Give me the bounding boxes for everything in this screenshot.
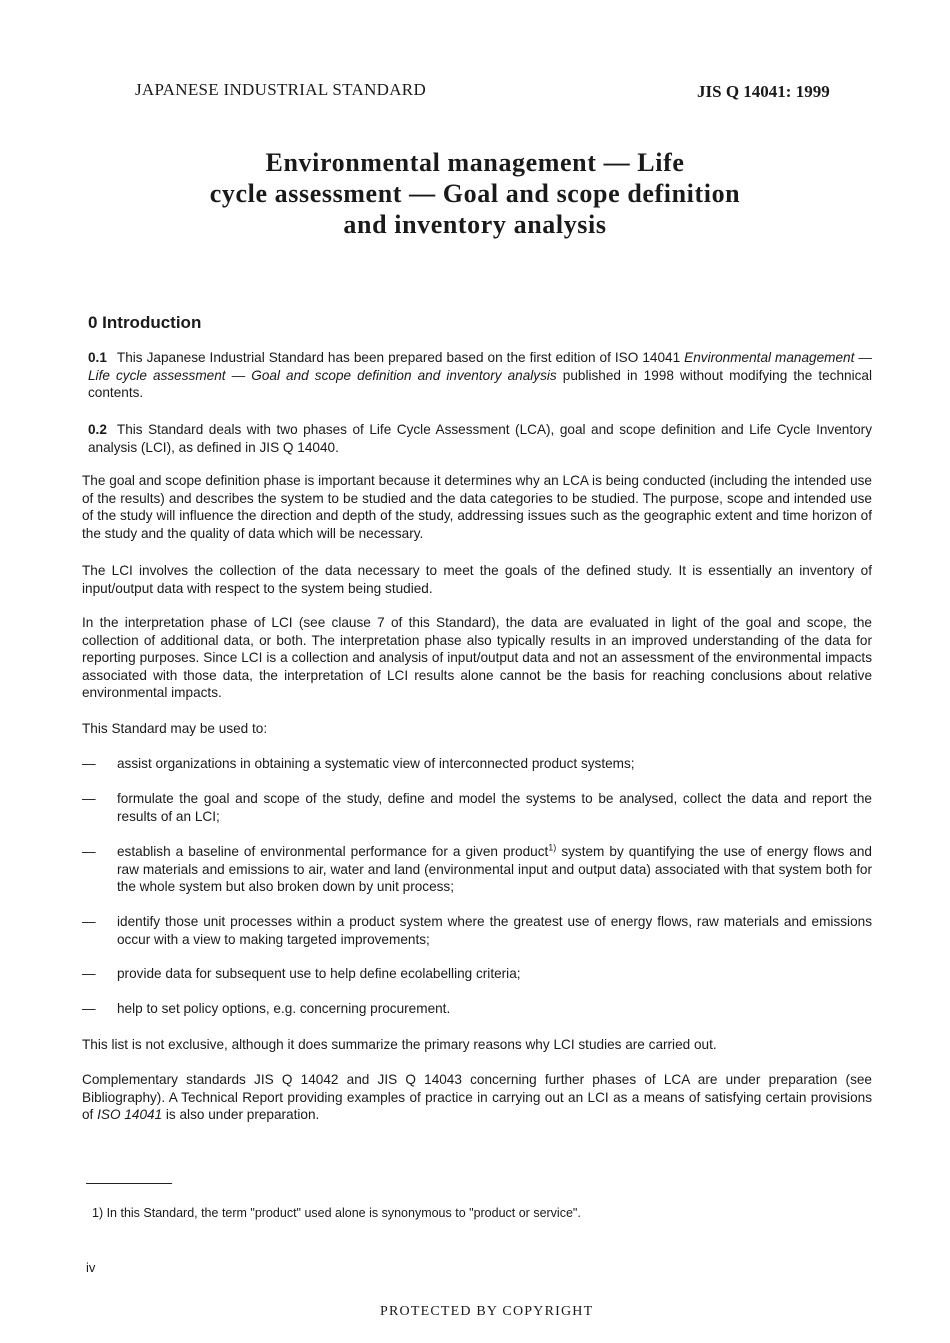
paragraph-list-note: This list is not exclusive, although it does summarize the primary reasons why LCI studies are carried out. xyxy=(82,1037,717,1052)
list-item: — formulate the goal and scope of the study, define and model the systems to be analysed, collect the data and report the results of an LCI; xyxy=(82,791,872,824)
paragraph-0-2: 0.2 This Standard deals with two phases of Life Cycle Assessment (LCA), goal and scope definition and Life Cycle Inventory analysis (LCI), as defined in JIS Q 14040. xyxy=(88,422,872,455)
dash-marker: — xyxy=(82,791,96,806)
paragraph-lci: The LCI involves the collection of the data necessary to meet the goals of the defined study. It is essentially an inventory of input/output data with respect to the system being studied. xyxy=(82,563,872,596)
paragraph-interpretation: In the interpretation phase of LCI (see clause 7 of this Standard), the data are evaluated in light of the goal and scope, the collection of additional data, or both. The interpretation phase also typically results in an improved understanding of the data for reporting purposes. Since LCI is a collection and analysis of input/output data and not an assessment of the environmental impacts associated with those data, the interpretation of LCI results alone cannot be the basis for reaching conclusions about relative environmental impacts. xyxy=(82,615,872,701)
paragraph-usage-intro: This Standard may be used to: xyxy=(82,721,268,736)
page-number: iv xyxy=(86,1260,96,1275)
list-item: — help to set policy options, e.g. concerning procurement. xyxy=(82,1001,451,1016)
header-standard-type: JAPANESE INDUSTRIAL STANDARD xyxy=(135,80,427,99)
dash-marker: — xyxy=(82,966,96,981)
list-item: — establish a baseline of environmental performance for a given product$^{1)}$ system by quantifying the use of energy flows and raw materials and emissions to air, water and land (environmental input and output data) associated with that system both for the whole system but also broken down by unit process; xyxy=(82,842,872,895)
list-item: — provide data for subsequent use to help define ecolabelling criteria; xyxy=(82,966,521,981)
document-title xyxy=(95,147,855,240)
copyright-notice: PROTECTED BY COPYRIGHT xyxy=(380,1304,594,1319)
paragraph-number: 0.1 xyxy=(88,350,107,365)
dash-marker: — xyxy=(82,1001,96,1016)
title-line-2: cycle assessment — Goal and scope definition xyxy=(209,179,741,208)
list-item: — identify those unit processes within a product system where the greatest use of energy flows, raw materials and emissions occur with a view to making targeted improvements; xyxy=(82,914,872,947)
title-line-1: Environmental management — Life xyxy=(265,148,685,177)
header-standard-number: JIS Q 14041: 1999 xyxy=(697,82,830,101)
paragraph-0-1: 0.1 This Japanese Industrial Standard has been prepared based on the first edition of ISO 14041 Environmental management — Life cycle assessment — Goal and scope definition and inventory analysis published in 1998 without modifying the technical contents. xyxy=(88,350,872,401)
dash-marker: — xyxy=(82,914,96,929)
footnote: 1) In this Standard, the term "product" used alone is synonymous to "product or service". xyxy=(92,1206,581,1220)
dash-marker: — xyxy=(82,844,96,859)
list-item: — assist organizations in obtaining a systematic view of interconnected product systems; xyxy=(82,756,635,771)
paragraph-complementary-standards: Complementary standards JIS Q 14042 and JIS Q 14043 concerning further phases of LCA are under preparation (see Bibliography). A Technical Report providing examples of practice in carrying out an LCI as a means of satisfying certain provisions of ISO 14041 is also under preparation. xyxy=(82,1072,872,1123)
paragraph-number: 0.2 xyxy=(88,422,107,437)
section-heading-introduction: 0 Introduction xyxy=(88,313,202,332)
dash-marker: — xyxy=(82,756,96,771)
footnote-divider xyxy=(86,1183,172,1184)
footnote-reference: 1) xyxy=(548,842,557,853)
title-line-3: and inventory analysis xyxy=(343,210,607,239)
paragraph-goal-scope: The goal and scope definition phase is important because it determines why an LCA is being conducted (including the intended use of the results) and describes the system to be studied and the data categories to be studied. The purpose, scope and intended use of the study will influence the direction and depth of the study, addressing issues such as the geographic extent and time horizon of the study and the quality of data which will be necessary. xyxy=(82,473,872,541)
